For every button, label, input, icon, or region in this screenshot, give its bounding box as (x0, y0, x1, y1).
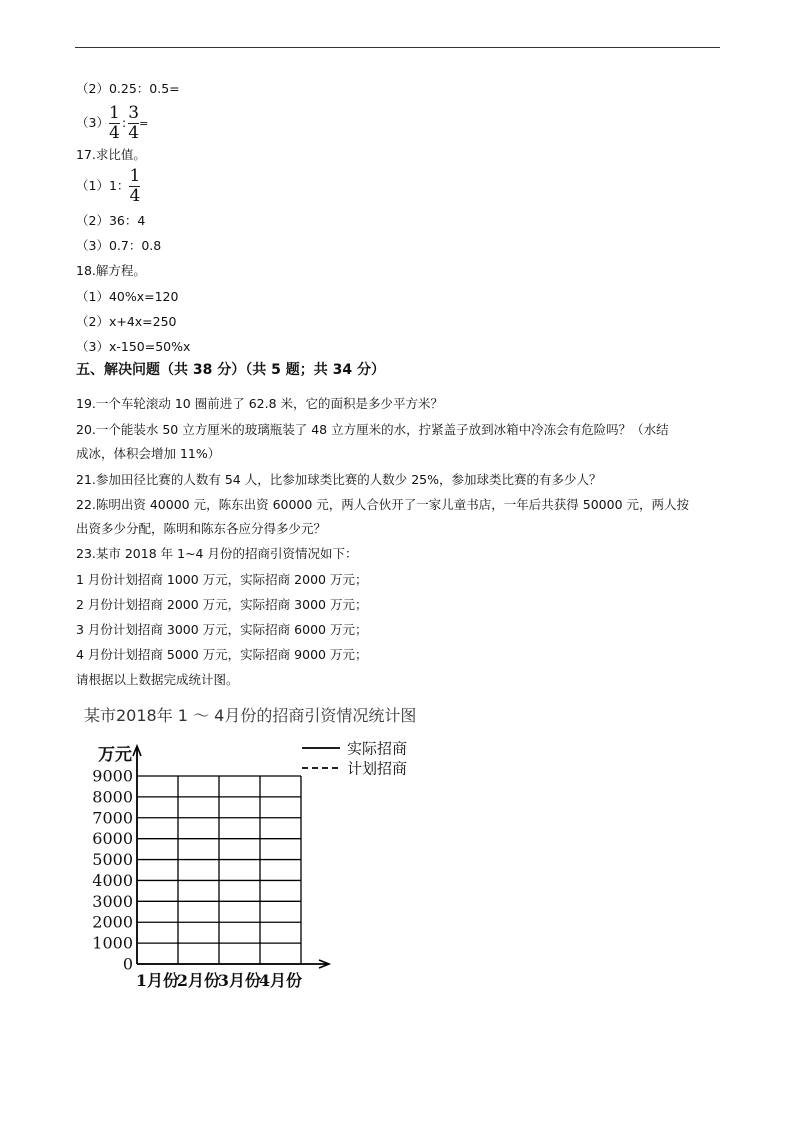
q23-line2: 1 月份计划招商 1000 万元，实际招商 2000 万元； (76, 572, 368, 587)
y-tick-label: 6000 (92, 829, 133, 849)
q23-line1: 23.某市 2018 年 1~4 月份的招商引资情况如下： (76, 546, 358, 561)
q17-part1 (76, 167, 140, 205)
y-tick-label: 0 (122, 954, 133, 974)
legend-label: 实际招商 (347, 739, 408, 758)
ratio-colon: : (121, 115, 127, 130)
q17-title: 17.求比值。 (76, 147, 146, 162)
fraction-one-quarter (109, 105, 120, 142)
q18-part1: （1）40%x=120 (76, 289, 179, 304)
y-tick-label: 5000 (92, 850, 133, 870)
q22-line1: 22.陈明出资 40000 元，陈东出资 60000 元，两人合伙开了一家儿童书店，一年后共获得 50000 元，两人按 (76, 497, 690, 512)
x-tick-label: 1月份 (135, 971, 180, 990)
fraction-denominator: 4 (129, 186, 141, 206)
chart-title: 某市2018年 1 ～ 4月份的招商引资情况统计图 (84, 706, 417, 725)
fraction-denominator: 4 (128, 123, 140, 143)
x-tick-label: 2月份 (176, 971, 221, 990)
legend-label: 计划招商 (347, 759, 408, 778)
q17-part2: （2）36：4 (76, 213, 146, 228)
y-tick-label: 2000 (92, 912, 133, 932)
section-heading: 五、解决问题（共 38 分）（共 5 题；共 34 分） (76, 362, 385, 378)
y-tick-label: 3000 (92, 891, 133, 911)
y-tick-label: 9000 (92, 766, 133, 786)
q23-line3: 2 月份计划招商 2000 万元，实际招商 3000 万元； (76, 597, 368, 612)
q18-title: 18.解方程。 (76, 263, 146, 278)
fraction-denominator: 4 (109, 123, 120, 143)
line-chart (90, 734, 410, 999)
q18-part2: （2）x+4x=250 (76, 314, 177, 329)
q20-line2: 成冰，体积会增加 11%） (76, 446, 221, 461)
fraction-numerator: 3 (128, 103, 140, 123)
q21-text: 21.参加田径比赛的人数有 54 人，比参加球类比赛的人数少 25%，参加球类比赛的有多少人？ (76, 472, 602, 487)
q22-line2: 出资多少分配，陈明和陈东各应分得多少元？ (76, 521, 327, 536)
q17-part3: （3）0.7：0.8 (76, 238, 162, 253)
x-tick-label: 3月份 (217, 971, 262, 990)
q20-line1: 20.一个能装水 50 立方厘米的玻璃瓶装了 48 立方厘米的水，拧紧盖子放到冰箱中冷冻会有危险吗？（水结 (76, 422, 669, 437)
y-tick-label: 7000 (92, 808, 133, 828)
y-tick-label: 1000 (92, 933, 133, 953)
y-tick-label: 4000 (92, 870, 133, 890)
y-tick-label: 8000 (92, 787, 133, 807)
fraction-three-quarters (128, 105, 139, 142)
fraction-numerator: 1 (109, 103, 120, 123)
fraction-numerator: 1 (129, 166, 141, 186)
q19-text: 19.一个车轮滚动 10 圈前进了 62.8 米，它的面积是多少平方米？ (76, 396, 444, 411)
q17-part1-prefix: （1）1： (76, 178, 130, 193)
x-tick-label: 4月份 (258, 971, 303, 990)
q16-part3 (76, 105, 148, 142)
q18-part3: （3）x-150=50%x (76, 339, 191, 354)
q16-part3-prefix: （3） (76, 115, 109, 130)
equals-sign: = (139, 117, 149, 130)
y-axis-label: 万元 (98, 745, 132, 765)
q23-line5: 4 月份计划招商 5000 万元，实际招商 9000 万元； (76, 647, 368, 662)
q16-part2: （2）0.25：0.5= (76, 81, 180, 96)
header-rule (75, 47, 720, 48)
q23-line6: 请根据以上数据完成统计图。 (76, 672, 239, 687)
fraction-one-quarter (129, 168, 140, 205)
q23-line4: 3 月份计划招商 3000 万元，实际招商 6000 万元； (76, 622, 368, 637)
